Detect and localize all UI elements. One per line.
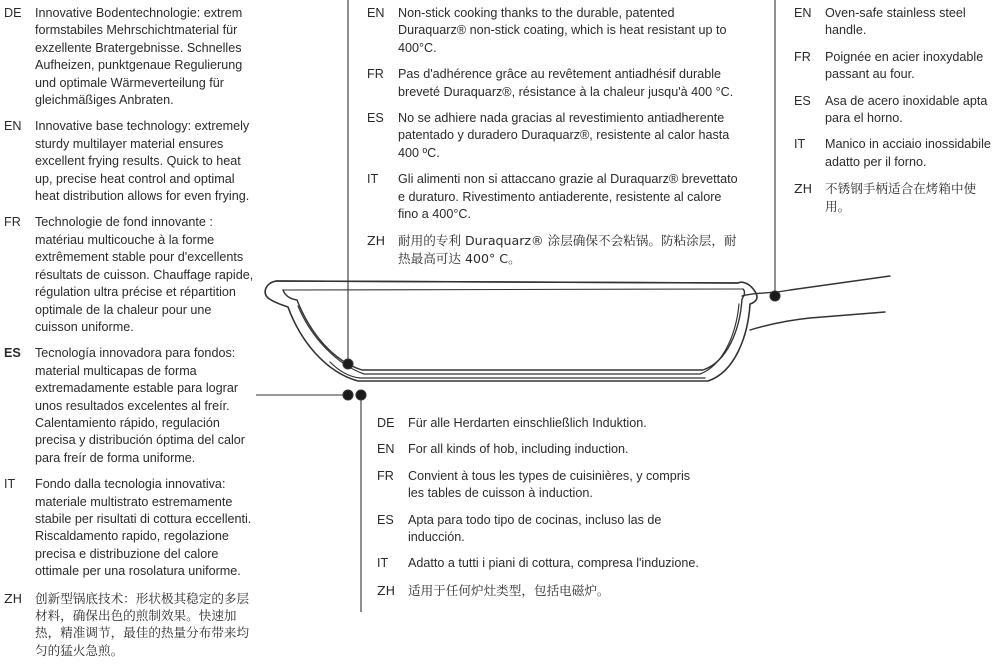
entry-text: Innovative Bodentechnologie: extrem formstabiles Mehrschichtmaterial für exzellente Bratergebnisse. Schnelles Aufheizen, punktgenaue Regulierung und optimale Wärmeverteilung für gleichmäßiges Anbraten. <box>35 6 243 108</box>
lang-code: IT <box>794 137 806 152</box>
lang-code: ES <box>4 346 21 361</box>
entry-mid-en <box>367 5 742 57</box>
lang-code: IT <box>4 477 16 492</box>
entry-right-en <box>794 5 994 40</box>
lang-code: FR <box>377 468 394 483</box>
entry-text: Innovative base technology: extremely sturdy multilayer material ensures excellent frying results. Quick to heat up, precise heat control and optimal heat distribution allows for even frying. <box>35 119 250 204</box>
entry-mid-fr <box>367 66 742 101</box>
callout-dot-coating <box>343 359 353 369</box>
right-column <box>794 5 994 224</box>
lang-code: IT <box>377 556 389 571</box>
entry-text: Für alle Herdarten einschließlich Induktion. <box>408 416 647 430</box>
lang-code: ZH <box>4 590 23 606</box>
lang-code: FR <box>367 67 384 82</box>
entry-text: Manico in acciaio inossidabile adatto per il forno. <box>825 137 991 169</box>
pan-layer-line <box>298 304 739 374</box>
entry-text: For all kinds of hob, including induction. <box>408 442 629 457</box>
entry-text: Technologie de fond innovante : matériau multicouche à la forme extrêmement stable pour d'excellents résultats de cuisson. Chauffage rapide, régulation ultra précise et répartition optimale de la chaleur pour une cuisson uniforme. <box>35 215 254 334</box>
entry-text: Apta para todo tipo de cocinas, incluso las de inducción. <box>408 512 662 545</box>
lang-code: ES <box>367 111 384 126</box>
lang-code: IT <box>367 172 379 187</box>
callout-dot-handle <box>770 291 780 301</box>
entry-bottom-de <box>377 415 707 432</box>
lang-code: FR <box>794 49 811 64</box>
lang-code: ZH <box>377 582 396 598</box>
entry-bottom-fr <box>377 468 707 503</box>
entry-text: Non-stick cooking thanks to the durable, patented Duraquarz® non-stick coating, which is heat resistant up to 400°C. <box>398 6 727 55</box>
entry-text: Poignée en acier inoxydable passant au four. <box>825 49 984 82</box>
lang-code: ZH <box>367 233 386 249</box>
lang-code: DE <box>4 6 22 20</box>
pan-outer-wall <box>265 281 757 381</box>
entry-text: Gli alimenti non si attaccano grazie al Duraquarz® brevettato e duraturo. Rivestimento antiaderente, resistente al calore fino a 400°C. <box>398 172 738 222</box>
entry-text: Oven-safe stainless steel handle. <box>825 6 966 38</box>
entry-bottom-it <box>377 555 707 572</box>
lang-code: FR <box>4 215 21 230</box>
entry-mid-es <box>367 110 742 162</box>
lang-code: EN <box>794 6 812 20</box>
entry-text: Tecnología innovadora para fondos: material multicapas de forma extremadamente estable para lograr unos resultados excelentes al freír. Calentamiento rápido, regulación precisa y distribución óptima del calor para freír de forma uniforme. <box>35 346 245 465</box>
entry-text: Convient à tous les types de cuisinières, y compris les tables de cuisson à induction. <box>408 468 691 501</box>
entry-bottom-es <box>377 512 707 547</box>
middle-top-column <box>367 5 742 276</box>
entry-text: No se adhiere nada gracias al revestimiento antiadherente patentado y duradero Duraquarz®, resistente al calor hasta 400 ºC. <box>398 111 730 160</box>
entry-mid-it <box>367 171 742 223</box>
entry-left-es <box>4 345 256 467</box>
entry-text: Asa de acero inoxidable apta para el horno. <box>825 93 988 126</box>
callout-dot-induction <box>356 390 366 400</box>
entry-text: Adatto a tutti i piani di cottura, compresa l'induzione. <box>408 556 699 571</box>
entry-left-en <box>4 118 256 205</box>
left-column <box>4 5 256 668</box>
entry-left-it <box>4 476 256 580</box>
lang-code: ZH <box>794 181 813 197</box>
lang-code: EN <box>377 442 395 457</box>
entry-right-it <box>794 136 994 171</box>
lang-code: ES <box>794 93 811 108</box>
pan-rim-inner <box>283 289 743 290</box>
entry-left-fr <box>4 214 256 336</box>
pan-inner-wall <box>283 289 745 370</box>
entry-text: Fondo dalla tecnologia innovativa: materiale multistrato estremamente stabile per risultati di cottura eccellenti. Riscaldamento rapido, regolazione precisa e distribuzione del calore ottimale per una rosolatura uniforme. <box>35 477 252 579</box>
entry-text: Pas d'adhérence grâce au revêtement antiadhésif durable breveté Duraquarz®, résistance à la chaleur jusqu'à 400 °C. <box>398 67 734 99</box>
pan-handle <box>742 276 890 330</box>
frying-pan-illustration <box>265 276 890 381</box>
entry-right-zh <box>794 180 994 215</box>
entry-mid-zh <box>367 232 742 267</box>
entry-left-zh <box>4 590 256 660</box>
lang-code: EN <box>4 119 22 134</box>
lang-code: ES <box>377 512 394 527</box>
callout-dot-base <box>343 390 353 400</box>
entry-text: 不锈钢手柄适合在烤箱中使用。 <box>825 181 977 214</box>
middle-bottom-column <box>377 415 707 608</box>
entry-bottom-en <box>377 441 707 458</box>
entry-left-de <box>4 5 256 109</box>
entry-text: 耐用的专利 Duraquarz® 涂层确保不会粘锅。防粘涂层，耐热最高可达 400° C。 <box>398 233 737 266</box>
entry-right-fr <box>794 49 994 84</box>
entry-text: 创新型锅底技术：形状极其稳定的多层材料，确保出色的煎制效果。快速加热，精准调节，最佳的热量分布带来均匀的猛火急煎。 <box>35 590 250 658</box>
lang-code: EN <box>367 6 385 20</box>
entry-text: 适用于任何炉灶类型，包括电磁炉。 <box>408 582 610 598</box>
entry-bottom-zh <box>377 582 707 599</box>
lang-code: DE <box>377 416 395 430</box>
entry-right-es <box>794 93 994 128</box>
